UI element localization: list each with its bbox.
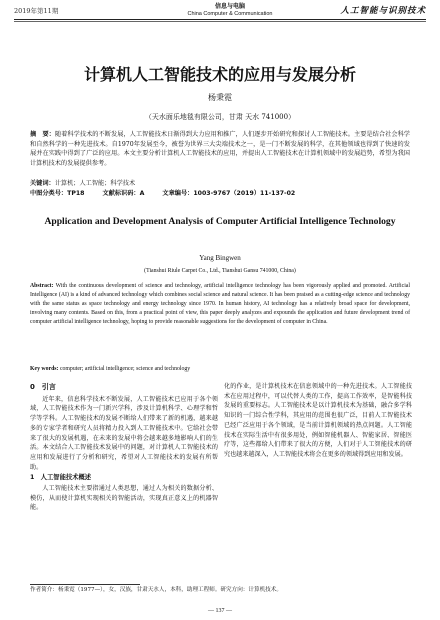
header-rule-thin — [14, 21, 426, 22]
article-number: 文章编号：1003-9767（2019）11-137-02 — [162, 190, 296, 197]
page-number: — 137 — — [208, 608, 232, 614]
affiliation-cn: （天水面乐地毯有限公司，甘肃 天水 741000） — [144, 113, 296, 121]
author-cn: 杨秉霓 — [208, 93, 232, 102]
keywords-en-label: Key words: — [30, 366, 59, 372]
author-bio-footnote: 作者简介：杨秉霓（1977—），女，汉族，甘肃天水人，本科，助理工程师。研究方向：计算机技术。 — [30, 587, 282, 593]
keywords-cn-text: 计算机；人工智能；科学技术 — [54, 180, 136, 187]
section-0-heading: 0 引言 — [30, 383, 56, 391]
abstract-en-text: With the continuous development of science and technology, artificial intelligence technology has been vigorously applied and promoted. Artificial Intelligence (AI) is a kind of advanced technology which combines social science and natural science. It has been praised as a cutting-edge science and technology with the same status as space technology and energy technology since 1970. In human history, AI technology has a relatively broad space for development, involving many contents. Based on this, from a practical point of view, this paper deeply analyzes and expounds the application and future development trend of computer artificial intelligence technology, hoping to provide reasonable suggestions for the development of computer in China. — [30, 283, 410, 325]
affiliation-en: (Tianshui Riule Carpet Co., Ltd., Tianshui Gansu 741000, China) — [144, 268, 296, 274]
body-column-left — [30, 382, 218, 513]
journal-name-cn: 信息与电脑 — [214, 3, 245, 10]
abstract-cn — [30, 130, 410, 168]
body-column-right — [224, 382, 412, 460]
paper-title-en: Application and Development Analysis of Computer Artificial Intelligence Technology — [44, 216, 396, 227]
keywords-cn — [30, 178, 410, 187]
clc-number: 中图分类号：TP18 — [30, 190, 85, 197]
author-en: Yang Bingwen — [199, 254, 241, 262]
section-1-paragraph: 人工智能技术主要指通过人类思想，通过人为相关的数据分析、模仿，从而使计算机实现相关的智能活动，实现真正意义上的机器智能。 — [30, 485, 218, 512]
abstract-en-label: Abstract: — [30, 283, 54, 289]
keywords-cn-label: 关键词： — [30, 180, 55, 187]
right-column-paragraph: 化的作业，是计算机技术在信息领域中的一种先进技术。人工智能技术在应用过程中，可以代替人类的工作，提高工作效率，是智能科技发展的重要标志。人工智能技术是以计算机技术为基础，融合多学科知识的一门综合性学科，其应用的范围也很广泛，目前人工智能技术已经广泛应用于各个领域，是当前计算机领域的热点问题。人工智能技术在实际生活中有很多用处，例如智能机器人、智能家居、智能医疗等，这些都给人们带来了很大的方便，人们对于人工智能技术的研究也越来越深入，人工智能技术将会在更多的领域得到应用和发展。 — [224, 383, 412, 458]
abstract-cn-label: 摘 要： — [30, 131, 55, 138]
issue-label: 2019年第11期 — [14, 7, 59, 15]
footnote-rule — [30, 584, 140, 585]
abstract-en — [30, 282, 410, 327]
classification-line — [30, 188, 410, 197]
section-1-heading: 1 人工智能技术概述 — [30, 474, 92, 482]
keywords-en — [30, 366, 410, 372]
journal-name-en: China Computer & Communication — [187, 10, 273, 17]
journal-masthead — [170, 3, 290, 18]
abstract-cn-text: 随着科学技术的不断发展，人工智能技术日渐得到大力应用和推广，人们逐步开始研究和探讨人工智能技术。主要是结合社会科学和自然科学的一种先进技术。自1970年发展至今，被誉为世界三大尖端技术之一，是一门不断发展的科学，在其他领域也得到了快速的发展并在实践中得到了广泛的应用。本文主要分析计算机人工智能技术的应用，并提出人工智能技术在计算机领域中的发展趋势，希望为我国计算机技术的发展提供参考。 — [30, 131, 410, 167]
paper-title-cn: 计算机人工智能技术的应用与发展分析 — [83, 65, 356, 84]
document-code: 文献标识码：A — [102, 190, 145, 197]
column-title: 人工智能与识别技术 — [340, 6, 426, 16]
section-0-paragraph: 近年来，信息科学技术不断发展，人工智能技术已应用于各个领域，人工智能技术作为一门新兴学科，涉及计算机科学、心理学和哲学等学科。人工智能技术的发展不断给人们带来了新的机遇，越来越多的专家学者和研究人员将精力投入到人工智能技术中。它给社会带来了很大的发展机遇，在未来的发展中将会越来越多地影响人们的生活。本文结合人工智能技术发展中的问题，对计算机人工智能技术的应用和发展进行了分析和研究，希望对人工智能技术的发展有所帮助。 — [30, 395, 218, 471]
keywords-en-text: computer; artificial intelligence; science and technology — [59, 366, 191, 372]
header-rule — [14, 19, 426, 20]
